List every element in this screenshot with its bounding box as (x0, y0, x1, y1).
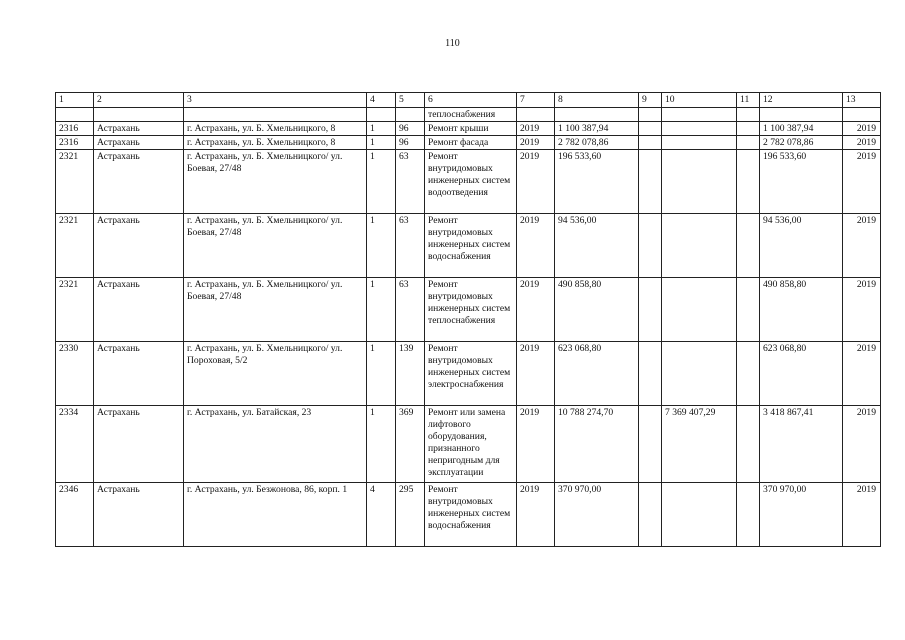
row-c13: 2019 (843, 342, 881, 406)
table-cell (517, 108, 555, 122)
page-number: 110 (445, 38, 460, 49)
row-c4: 1 (367, 136, 396, 150)
row-c9 (639, 278, 662, 342)
table-row (56, 150, 881, 214)
row-c13: 2019 (843, 122, 881, 136)
row-c11 (737, 483, 760, 547)
row-year: 2019 (517, 278, 555, 342)
table-cell (737, 108, 760, 122)
table-row (56, 483, 881, 547)
row-work: Ремонт или замена лифтового оборудования, признанного непригодным для эксплуатации (425, 406, 517, 483)
row-c10 (662, 214, 737, 278)
header-cell: 8 (555, 93, 639, 108)
row-c11 (737, 214, 760, 278)
row-c12: 196 533,60 (760, 150, 843, 214)
row-total: 196 533,60 (555, 150, 639, 214)
row-c5: 63 (396, 150, 425, 214)
row-c12: 3 418 867,41 (760, 406, 843, 483)
header-cell: 4 (367, 93, 396, 108)
row-c11 (737, 136, 760, 150)
row-c9 (639, 136, 662, 150)
row-c9 (639, 150, 662, 214)
table-cell (184, 108, 367, 122)
header-cell: 5 (396, 93, 425, 108)
row-id: 2346 (56, 483, 94, 547)
row-c13: 2019 (843, 278, 881, 342)
row-id: 2321 (56, 278, 94, 342)
row-city: Астрахань (94, 214, 184, 278)
row-work: Ремонт внутридомовых инженерных систем электроснабжения (425, 342, 517, 406)
row-c11 (737, 342, 760, 406)
table-row (56, 136, 881, 150)
row-c9 (639, 122, 662, 136)
row-work: Ремонт внутридомовых инженерных систем водоснабжения (425, 214, 517, 278)
row-c4: 1 (367, 150, 396, 214)
row-id: 2330 (56, 342, 94, 406)
row-total: 10 788 274,70 (555, 406, 639, 483)
row-id: 2321 (56, 150, 94, 214)
row-city: Астрахань (94, 406, 184, 483)
row-total: 1 100 387,94 (555, 122, 639, 136)
row-total: 2 782 078,86 (555, 136, 639, 150)
row-total: 623 068,80 (555, 342, 639, 406)
row-city: Астрахань (94, 483, 184, 547)
row-city: Астрахань (94, 150, 184, 214)
row-city: Астрахань (94, 136, 184, 150)
header-cell: 11 (737, 93, 760, 108)
header-cell: 6 (425, 93, 517, 108)
row-c11 (737, 278, 760, 342)
table-row (56, 278, 881, 342)
row-c12: 370 970,00 (760, 483, 843, 547)
row-c5: 139 (396, 342, 425, 406)
row-c11 (737, 122, 760, 136)
row-c13: 2019 (843, 150, 881, 214)
row-c12: 94 536,00 (760, 214, 843, 278)
row-c10 (662, 150, 737, 214)
header-cell: 7 (517, 93, 555, 108)
header-cell: 12 (760, 93, 843, 108)
row-address: г. Астрахань, ул. Б. Хмельницкого/ ул. Боевая, 27/48 (184, 214, 367, 278)
continuation-work: теплоснабжения (425, 108, 517, 122)
row-c4: 1 (367, 122, 396, 136)
row-work: Ремонт крыши (425, 122, 517, 136)
header-cell: 13 (843, 93, 881, 108)
row-work: Ремонт внутридомовых инженерных систем водоснабжения (425, 483, 517, 547)
row-id: 2316 (56, 136, 94, 150)
row-c4: 1 (367, 278, 396, 342)
row-c5: 369 (396, 406, 425, 483)
row-c12: 623 068,80 (760, 342, 843, 406)
table-cell (760, 108, 843, 122)
row-work: Ремонт внутридомовых инженерных систем теплоснабжения (425, 278, 517, 342)
row-c11 (737, 406, 760, 483)
row-c4: 4 (367, 483, 396, 547)
row-c13: 2019 (843, 214, 881, 278)
row-total: 94 536,00 (555, 214, 639, 278)
row-city: Астрахань (94, 278, 184, 342)
table-cell (662, 108, 737, 122)
row-c4: 1 (367, 342, 396, 406)
table-cell (56, 108, 94, 122)
row-year: 2019 (517, 136, 555, 150)
table-cell (367, 108, 396, 122)
row-year: 2019 (517, 483, 555, 547)
table-row (56, 122, 881, 136)
row-c10 (662, 483, 737, 547)
row-c10 (662, 136, 737, 150)
row-id: 2316 (56, 122, 94, 136)
row-total: 370 970,00 (555, 483, 639, 547)
row-work: Ремонт внутридомовых инженерных систем водоотведения (425, 150, 517, 214)
row-address: г. Астрахань, ул. Б. Хмельницкого/ ул. Боевая, 27/48 (184, 278, 367, 342)
row-c10: 7 369 407,29 (662, 406, 737, 483)
table-row (56, 406, 881, 483)
row-year: 2019 (517, 406, 555, 483)
table-cell (555, 108, 639, 122)
table-cell (396, 108, 425, 122)
row-c4: 1 (367, 406, 396, 483)
row-c5: 63 (396, 278, 425, 342)
row-year: 2019 (517, 214, 555, 278)
row-c13: 2019 (843, 406, 881, 483)
row-year: 2019 (517, 342, 555, 406)
row-c10 (662, 122, 737, 136)
header-cell: 1 (56, 93, 94, 108)
row-address: г. Астрахань, ул. Безжонова, 86, корп. 1 (184, 483, 367, 547)
row-c5: 295 (396, 483, 425, 547)
row-address: г. Астрахань, ул. Б. Хмельницкого/ ул. Боевая, 27/48 (184, 150, 367, 214)
table-row (56, 214, 881, 278)
row-address: г. Астрахань, ул. Б. Хмельницкого, 8 (184, 122, 367, 136)
row-city: Астрахань (94, 342, 184, 406)
register-table (55, 92, 881, 547)
table-cell (94, 108, 184, 122)
row-id: 2334 (56, 406, 94, 483)
table-cell (639, 108, 662, 122)
header-cell: 2 (94, 93, 184, 108)
row-c5: 96 (396, 122, 425, 136)
continuation-row (56, 108, 881, 122)
row-address: г. Астрахань, ул. Б. Хмельницкого/ ул. Пороховая, 5/2 (184, 342, 367, 406)
row-c9 (639, 406, 662, 483)
row-total: 490 858,80 (555, 278, 639, 342)
row-c9 (639, 483, 662, 547)
row-c4: 1 (367, 214, 396, 278)
row-address: г. Астрахань, ул. Б. Хмельницкого, 8 (184, 136, 367, 150)
row-c10 (662, 278, 737, 342)
row-c9 (639, 342, 662, 406)
row-c11 (737, 150, 760, 214)
row-c5: 96 (396, 136, 425, 150)
row-c13: 2019 (843, 483, 881, 547)
header-cell: 3 (184, 93, 367, 108)
row-c5: 63 (396, 214, 425, 278)
row-c9 (639, 214, 662, 278)
table-row (56, 342, 881, 406)
row-address: г. Астрахань, ул. Батайская, 23 (184, 406, 367, 483)
row-year: 2019 (517, 150, 555, 214)
row-c12: 1 100 387,94 (760, 122, 843, 136)
row-city: Астрахань (94, 122, 184, 136)
row-c12: 2 782 078,86 (760, 136, 843, 150)
header-cell: 9 (639, 93, 662, 108)
row-c13: 2019 (843, 136, 881, 150)
row-c10 (662, 342, 737, 406)
row-work: Ремонт фасада (425, 136, 517, 150)
row-year: 2019 (517, 122, 555, 136)
header-row (56, 93, 881, 108)
row-id: 2321 (56, 214, 94, 278)
table-cell (843, 108, 881, 122)
header-cell: 10 (662, 93, 737, 108)
row-c12: 490 858,80 (760, 278, 843, 342)
